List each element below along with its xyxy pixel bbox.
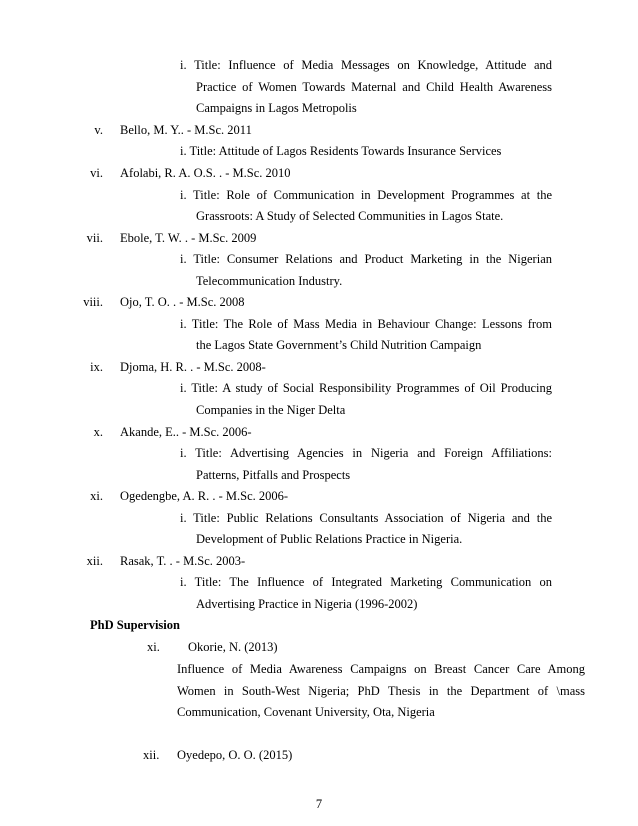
- item-viii-title-line1: i. Title: The Role of Mass Media in Behaviour Change: Lessons from: [180, 317, 552, 331]
- phd-item-xii-name: Oyedepo, O. O. (2015): [177, 748, 293, 762]
- item-v-title-line1: i. Title: Attitude of Lagos Residents Towards Insurance Services: [180, 144, 502, 158]
- item-vi-number: vi.: [90, 166, 103, 180]
- phd-item-xi-number: xi.: [147, 640, 160, 654]
- item-ix-name: Djoma, H. R. . - M.Sc. 2008-: [120, 360, 266, 374]
- item-iv-title-line3: Campaigns in Lagos Metropolis: [196, 101, 357, 115]
- item-viii-name: Ojo, T. O. . - M.Sc. 2008: [120, 295, 245, 309]
- phd-item-xi-line2: Women in South-West Nigeria; PhD Thesis in the Department of \mass: [177, 684, 585, 698]
- item-iv-title-line2: Practice of Women Towards Maternal and Child Health Awareness: [196, 80, 552, 94]
- item-xi-number: xi.: [90, 489, 103, 503]
- item-xii-title-line2: Advertising Practice in Nigeria (1996-2002): [196, 597, 418, 611]
- item-iv-title-line1: i. Title: Influence of Media Messages on Knowledge, Attitude and: [180, 58, 552, 72]
- phd-item-xii-number: xii.: [143, 748, 160, 762]
- item-xi-name: Ogedengbe, A. R. . - M.Sc. 2006-: [120, 489, 289, 503]
- item-vi-title-line2: Grassroots: A Study of Selected Communities in Lagos State.: [196, 209, 504, 223]
- item-xii-number: xii.: [86, 554, 103, 568]
- item-v-number: v.: [94, 123, 103, 137]
- item-xi-title-line1: i. Title: Public Relations Consultants Association of Nigeria and the: [180, 511, 552, 525]
- item-vii-name: Ebole, T. W. . - M.Sc. 2009: [120, 231, 257, 245]
- item-xii-title-line1: i. Title: The Influence of Integrated Marketing Communication on: [180, 575, 552, 589]
- item-viii-number: viii.: [83, 295, 103, 309]
- item-ix-title-line2: Companies in the Niger Delta: [196, 403, 346, 417]
- item-x-title-line2: Patterns, Pitfalls and Prospects: [196, 468, 351, 482]
- item-vi-name: Afolabi, R. A. O.S. . - M.Sc. 2010: [120, 166, 291, 180]
- item-vi-title-line1: i. Title: Role of Communication in Development Programmes at the: [180, 188, 552, 202]
- phd-supervision-heading: PhD Supervision: [90, 618, 180, 632]
- item-vii-number: vii.: [86, 231, 103, 245]
- item-xi-title-line2: Development of Public Relations Practice in Nigeria.: [196, 532, 463, 546]
- item-x-name: Akande, E.. - M.Sc. 2006-: [120, 425, 252, 439]
- item-xii-name: Rasak, T. . - M.Sc. 2003-: [120, 554, 246, 568]
- item-x-title-line1: i. Title: Advertising Agencies in Nigeria and Foreign Affiliations:: [180, 446, 552, 460]
- item-ix-title-line1: i. Title: A study of Social Responsibility Programmes of Oil Producing: [180, 381, 552, 395]
- phd-item-xi-name: Okorie, N. (2013): [188, 640, 278, 654]
- page-number: 7: [315, 797, 323, 811]
- item-ix-number: ix.: [90, 360, 103, 374]
- item-viii-title-line2: the Lagos State Government’s Child Nutrition Campaign: [196, 338, 482, 352]
- item-v-name: Bello, M. Y.. - M.Sc. 2011: [120, 123, 252, 137]
- phd-item-xi-line3: Communication, Covenant University, Ota, Nigeria: [177, 705, 435, 719]
- item-vii-title-line2: Telecommunication Industry.: [196, 274, 343, 288]
- item-x-number: x.: [93, 425, 103, 439]
- item-vii-title-line1: i. Title: Consumer Relations and Product Marketing in the Nigerian: [180, 252, 552, 266]
- phd-item-xi-line1: Influence of Media Awareness Campaigns on Breast Cancer Care Among: [177, 662, 585, 676]
